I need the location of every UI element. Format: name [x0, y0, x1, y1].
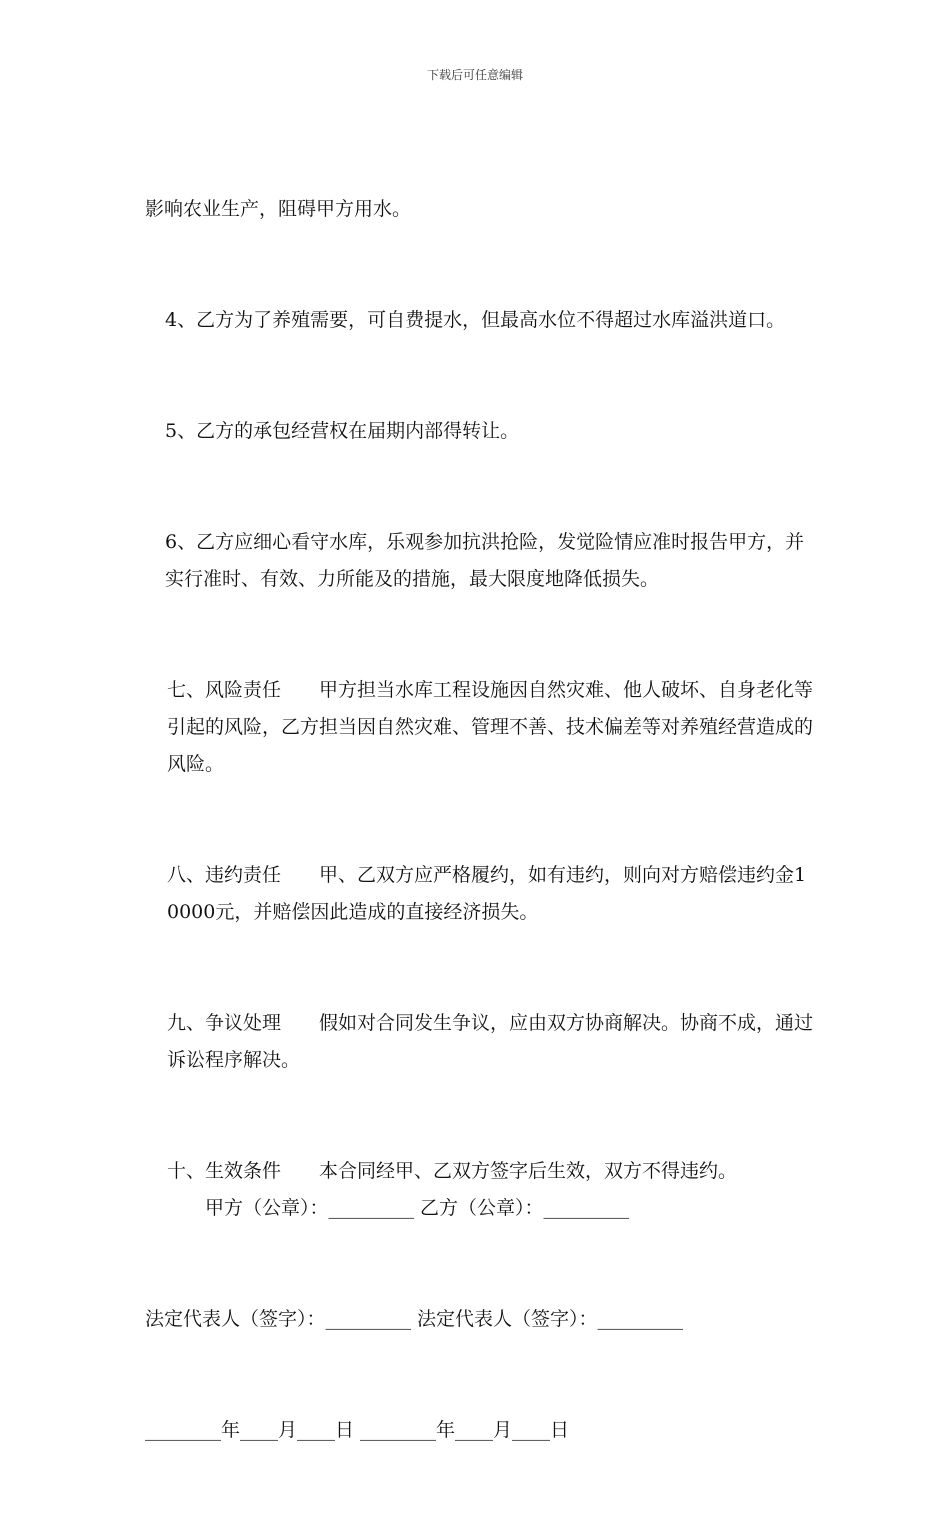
contract-body	[145, 117, 815, 1523]
signature-representatives: 法定代表人（签字）：_________ 法定代表人（签字）：_________	[145, 1308, 684, 1330]
paragraph-1: 影响农业生产，阻碍甲方用水。	[145, 198, 412, 220]
page-header: 下载后可任意编辑	[426, 68, 523, 82]
section-dispute-resolution: 九、争议处理 假如对合同发生争议，应由双方协商解决。协商不成，通过诉讼程序解决。	[167, 1012, 814, 1071]
section-breach-liability: 八、违约责任 甲、乙双方应严格履约，如有违约，则向对方赔偿违约金10000元，并赔偿因此造成的直接经济损失。	[167, 864, 807, 923]
clause-4: 4、乙方为了养殖需要，可自费提水，但最高水位不得超过水库溢洪道口。	[165, 309, 786, 331]
effective-conditions-text: 十、生效条件 本合同经甲、乙双方签字后生效，双方不得违约。	[167, 1160, 728, 1182]
clause-5: 5、乙方的承包经营权在届期内部得转让。	[165, 420, 520, 442]
signature-dates: ________年____月____日 ________年____月____日	[145, 1419, 570, 1441]
clause-6: 6、乙方应细心看守水库，乐观参加抗洪抢险，发觉险情应准时报告甲方，并实行准时、有效、力所能及的措施，最大限度地降低损失。	[165, 531, 805, 590]
section-effective-conditions	[145, 1153, 815, 1227]
section-risk-liability: 七、风险责任 甲方担当水库工程设施因自然灾难、他人破坏、自身老化等引起的风险，乙方担当因自然灾难、管理不善、技术偏差等对养殖经营造成的风险。	[167, 679, 814, 775]
signature-party-seals: 甲方（公章）：_________ 乙方（公章）：_________	[167, 1197, 630, 1219]
